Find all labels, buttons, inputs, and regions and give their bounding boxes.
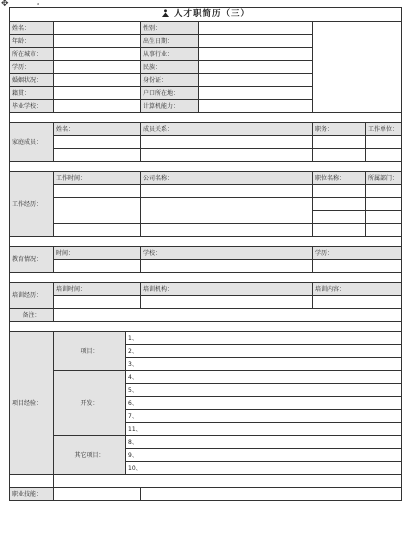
family-col-name: 姓名： [54,123,141,136]
work-cell[interactable] [54,198,141,224]
projects-label: 项目经验： [10,332,54,475]
edu-cell[interactable] [141,260,313,273]
origin-label: 籍贯： [10,87,54,100]
city-field[interactable] [54,48,141,61]
education-label: 学历： [10,61,54,74]
family-col-employer: 工作单位： [366,123,402,136]
industry-label: 从事行业： [141,48,199,61]
work-cell[interactable] [366,224,402,237]
edu-cell[interactable] [54,260,141,273]
training-cell[interactable] [313,296,402,309]
remark-label: 备注： [10,309,54,322]
blank-cell [10,475,54,488]
computer-field[interactable] [199,100,313,113]
work-label: 工作经历： [10,172,54,237]
skills-label: 职业技能： [10,488,54,501]
family-cell[interactable] [366,136,402,149]
ethnicity-field[interactable] [199,61,313,74]
logo-icon [161,9,170,17]
school-label: 毕业学校： [10,100,54,113]
resume-form [9,7,401,501]
hukou-label: 户口所在地： [141,87,199,100]
work-cell[interactable] [366,211,402,224]
family-label: 家庭成员： [10,123,54,162]
education-field[interactable] [54,61,141,74]
project-item[interactable]: 5、 [126,384,402,397]
family-col-title: 职务： [313,123,366,136]
family-cell[interactable] [313,136,366,149]
training-cell[interactable] [54,296,141,309]
training-col-org: 培训机构： [141,283,313,296]
training-cell[interactable] [141,296,313,309]
family-cell[interactable] [54,149,141,162]
spacer-row [10,322,402,332]
project-item[interactable]: 9、 [126,449,402,462]
paragraph-mark: ₐ [37,0,40,7]
work-cell[interactable] [54,224,141,237]
work-cell[interactable] [141,185,313,198]
work-cell[interactable] [313,198,366,211]
training-label: 培训经历： [10,283,54,309]
blank-cell[interactable] [54,475,402,488]
edu-col-time: 时间： [54,247,141,260]
spacer-row [10,237,402,247]
work-cell[interactable] [141,224,313,237]
work-cell[interactable] [141,198,313,224]
project-group-other: 其它项目： [54,436,126,475]
birth-field[interactable] [199,35,313,48]
project-item[interactable]: 6、 [126,397,402,410]
training-col-time: 培训时间： [54,283,141,296]
birth-label: 出生日期： [141,35,199,48]
hukou-field[interactable] [199,87,313,100]
origin-field[interactable] [54,87,141,100]
industry-field[interactable] [199,48,313,61]
gender-label: 性别： [141,22,199,35]
work-cell[interactable] [366,185,402,198]
project-item[interactable]: 4、 [126,371,402,384]
title-row [10,8,402,22]
project-item[interactable]: 3、 [126,358,402,371]
name-field[interactable] [54,22,141,35]
family-cell[interactable] [141,149,313,162]
computer-label: 计算机能力： [141,100,199,113]
project-item[interactable]: 2、 [126,345,402,358]
name-label: 姓名： [10,22,54,35]
project-item[interactable]: 1、 [126,332,402,345]
work-cell[interactable] [313,211,366,224]
marital-label: 婚姻状况： [10,74,54,87]
work-col-company: 公司名称： [141,172,313,185]
title-text: 人才职简历（三） [174,9,251,19]
project-item[interactable]: 8、 [126,436,402,449]
ethnicity-label: 民族： [141,61,199,74]
remark-field[interactable] [54,309,402,322]
family-cell[interactable] [366,149,402,162]
id-card-field[interactable] [199,74,313,87]
age-field[interactable] [54,35,141,48]
work-col-position: 职位名称： [313,172,366,185]
city-label: 所在城市： [10,48,54,61]
project-item[interactable]: 10、 [126,462,402,475]
id-card-label: 身份证： [141,74,199,87]
project-group-project: 项目： [54,332,126,371]
work-cell[interactable] [366,198,402,211]
work-col-time: 工作时间： [54,172,141,185]
spacer-row [10,162,402,172]
family-col-relation: 成员关系： [141,123,313,136]
skills-field[interactable] [141,488,402,501]
school-field[interactable] [54,100,141,113]
project-item[interactable]: 11、 [126,423,402,436]
project-group-dev: 开发： [54,371,126,436]
marital-field[interactable] [54,74,141,87]
gender-field[interactable] [199,22,313,35]
skills-field[interactable] [54,488,141,501]
work-cell[interactable] [313,185,366,198]
spacer-row [10,113,402,123]
family-cell[interactable] [141,136,313,149]
work-cell[interactable] [54,185,141,198]
photo-box[interactable] [313,22,402,113]
edu-label: 教育情况： [10,247,54,273]
spacer-row [10,273,402,283]
table-move-handle[interactable]: ✥ [1,0,9,9]
family-cell[interactable] [313,149,366,162]
family-cell[interactable] [54,136,141,149]
work-cell[interactable] [313,224,366,237]
work-col-department: 所属部门： [366,172,402,185]
resume-table [9,7,402,501]
age-label: 年龄： [10,35,54,48]
edu-cell[interactable] [313,260,402,273]
training-col-content: 培训内容： [313,283,402,296]
edu-col-degree: 学历： [313,247,402,260]
page-title [10,8,402,22]
edu-col-school: 学校： [141,247,313,260]
project-item[interactable]: 7、 [126,410,402,423]
